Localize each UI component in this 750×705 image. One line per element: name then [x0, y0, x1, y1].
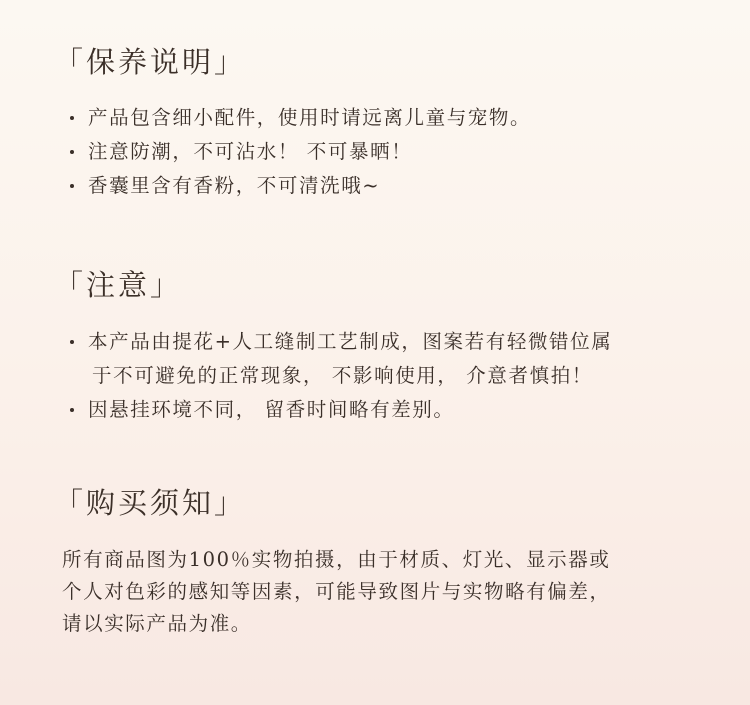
paragraph-line: 所有商品图为100％实物拍摄，由于材质、灯光、显示器或: [62, 548, 611, 571]
bullet-dot-icon: [70, 116, 74, 120]
purchase-notes-paragraph: [62, 544, 611, 640]
list-item-text-continued: 于不可避免的正常现象， 不影响使用， 介意者慎拍！: [92, 364, 593, 387]
bullet-dot-icon: [70, 340, 74, 344]
list-item: [66, 393, 612, 427]
paragraph-line: 请以实际产品为准。: [62, 612, 252, 635]
bullet-dot-icon: [70, 150, 74, 154]
paragraph-line: 个人对色彩的感知等因素，可能导致图片与实物略有偏差，: [62, 580, 611, 603]
bullet-dot-icon: [70, 184, 74, 188]
bullet-dot-icon: [70, 408, 74, 412]
list-item: [66, 169, 531, 203]
list-item-text: 产品包含细小配件，使用时请远离儿童与宠物。: [88, 106, 532, 129]
list-item: [66, 135, 531, 169]
list-item: [66, 325, 612, 393]
list-item: [66, 101, 531, 135]
care-instructions-list: [66, 101, 531, 203]
purchase-notes-heading: 「购买须知」: [54, 486, 247, 520]
list-item-text: 因悬挂环境不同， 留香时间略有差别。: [88, 398, 455, 421]
notice-list: [66, 325, 612, 427]
list-item-text: 本产品由提花+人工缝制工艺制成，图案若有轻微错位属: [88, 330, 613, 353]
care-instructions-heading: 「保养说明」: [54, 45, 247, 79]
list-item-text: 香囊里含有香粉，不可清洗哦~: [88, 174, 381, 197]
list-item-text: 注意防潮，不可沾水！ 不可暴晒！: [88, 140, 413, 163]
notice-heading: 「注意」: [54, 268, 183, 302]
